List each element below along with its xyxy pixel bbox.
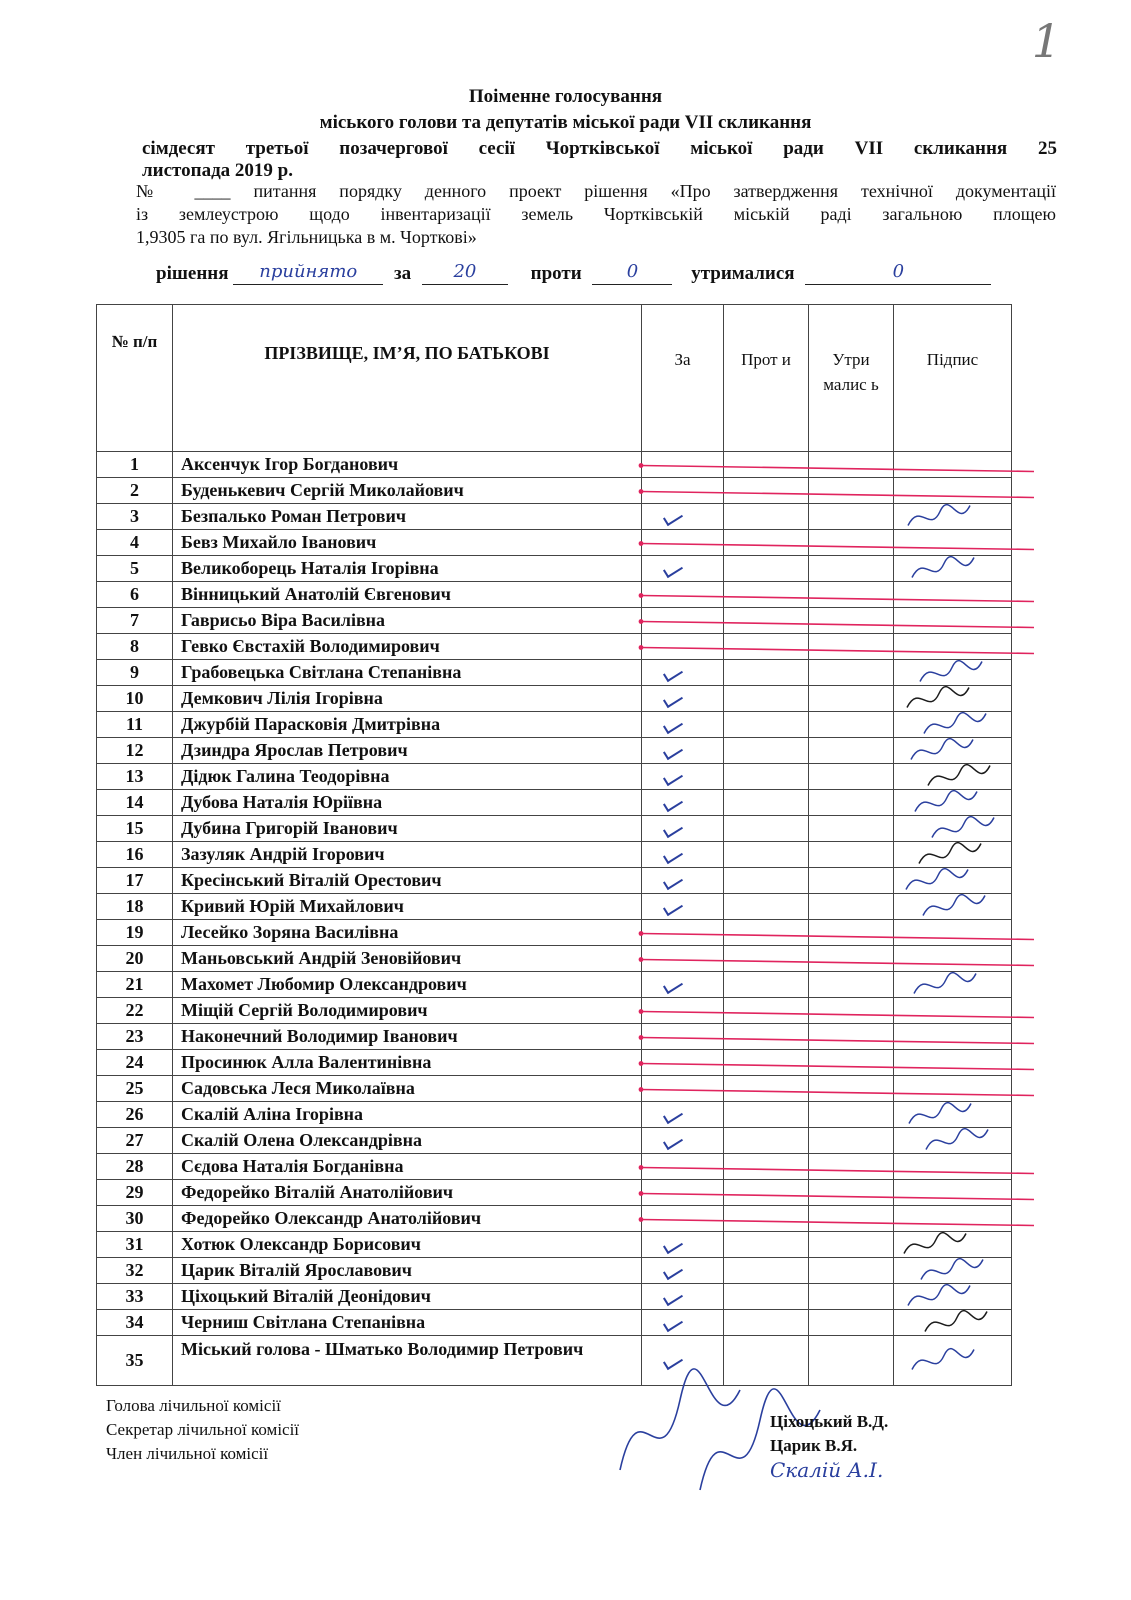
row-for-cell (642, 634, 724, 660)
row-for-cell (642, 868, 724, 894)
row-against-cell (724, 1258, 809, 1284)
checkmark-icon (662, 769, 682, 786)
row-number: 12 (97, 738, 173, 764)
table-row (97, 946, 1012, 972)
row-name: Безпалько Роман Петрович (173, 504, 642, 530)
row-number: 31 (97, 1232, 173, 1258)
table-row (97, 1336, 1012, 1386)
chair-name: Ціхоцький В.Д. (770, 1412, 889, 1431)
checkmark-icon (662, 1315, 682, 1332)
vote-table (96, 304, 1012, 1386)
row-signature-cell (894, 1050, 1012, 1076)
member-label: Член лічильної комісії (106, 1444, 269, 1463)
row-signature-cell (894, 842, 1012, 868)
row-abstained-cell (809, 1336, 894, 1386)
checkmark-icon (662, 1263, 682, 1280)
row-name: Грабовецька Світлана Степанівна (173, 660, 642, 686)
row-name: Скалій Олена Олександрівна (173, 1128, 642, 1154)
row-for-cell (642, 816, 724, 842)
table-row (97, 634, 1012, 660)
table-row (97, 894, 1012, 920)
row-name: Махомет Любомир Олександрович (173, 972, 642, 998)
row-signature-cell (894, 556, 1012, 582)
row-name: Гевко Євстахій Володимирович (173, 634, 642, 660)
table-row (97, 790, 1012, 816)
checkmark-icon (662, 873, 682, 890)
row-against-cell (724, 920, 809, 946)
row-signature-cell (894, 894, 1012, 920)
row-for-cell (642, 920, 724, 946)
row-number: 10 (97, 686, 173, 712)
row-number: 4 (97, 530, 173, 556)
table-row (97, 582, 1012, 608)
table-row (97, 1258, 1012, 1284)
row-signature-cell (894, 1154, 1012, 1180)
table-row (97, 1076, 1012, 1102)
table-row (97, 556, 1012, 582)
row-for-cell (642, 1180, 724, 1206)
row-number: 33 (97, 1284, 173, 1310)
row-abstained-cell (809, 1050, 894, 1076)
row-abstained-cell (809, 1154, 894, 1180)
table-row (97, 998, 1012, 1024)
table-row (97, 972, 1012, 998)
row-number: 27 (97, 1128, 173, 1154)
row-abstained-cell (809, 634, 894, 660)
table-row (97, 452, 1012, 478)
row-name: Федорейко Віталій Анатолійович (173, 1180, 642, 1206)
commission-names (770, 1410, 888, 1482)
table-row (97, 868, 1012, 894)
row-signature-cell (894, 478, 1012, 504)
row-abstained-cell (809, 452, 894, 478)
row-abstained-cell (809, 920, 894, 946)
row-for-cell (642, 712, 724, 738)
table-row (97, 1232, 1012, 1258)
row-for-cell (642, 582, 724, 608)
row-abstained-cell (809, 894, 894, 920)
row-against-cell (724, 504, 809, 530)
row-name: Буденькевич Сергій Миколайович (173, 478, 642, 504)
row-name: Хотюк Олександр Борисович (173, 1232, 642, 1258)
row-signature-cell (894, 998, 1012, 1024)
row-for-cell (642, 1310, 724, 1336)
row-number: 15 (97, 816, 173, 842)
row-against-cell (724, 1180, 809, 1206)
row-number: 7 (97, 608, 173, 634)
header-against: Прот и (724, 305, 809, 452)
row-number: 6 (97, 582, 173, 608)
row-signature-cell (894, 712, 1012, 738)
row-number: 1 (97, 452, 173, 478)
row-against-cell (724, 842, 809, 868)
chair-label: Голова лічильної комісії (106, 1396, 281, 1415)
table-row (97, 738, 1012, 764)
row-for-cell (642, 660, 724, 686)
checkmark-icon (662, 795, 682, 812)
row-abstained-cell (809, 1024, 894, 1050)
row-against-cell (724, 1154, 809, 1180)
row-signature-cell (894, 1336, 1012, 1386)
checkmark-icon (662, 899, 682, 916)
row-name: Сєдова Наталія Богданівна (173, 1154, 642, 1180)
row-for-cell (642, 1258, 724, 1284)
row-against-cell (724, 1310, 809, 1336)
row-against-cell (724, 530, 809, 556)
row-number: 18 (97, 894, 173, 920)
row-name: Черниш Світлана Степанівна (173, 1310, 642, 1336)
table-row (97, 530, 1012, 556)
row-signature-cell (894, 790, 1012, 816)
checkmark-icon (662, 821, 682, 838)
row-number: 21 (97, 972, 173, 998)
abstained-label: утрималися (691, 263, 795, 284)
decision-value: прийнято (233, 262, 383, 285)
row-signature-cell (894, 660, 1012, 686)
row-against-cell (724, 712, 809, 738)
row-signature-cell (894, 1310, 1012, 1336)
row-against-cell (724, 1284, 809, 1310)
table-row (97, 1284, 1012, 1310)
row-signature-cell (894, 686, 1012, 712)
row-for-cell (642, 946, 724, 972)
table-row (97, 1102, 1012, 1128)
row-against-cell (724, 894, 809, 920)
row-number: 9 (97, 660, 173, 686)
for-value: 20 (422, 262, 508, 285)
checkmark-icon (662, 691, 682, 708)
row-for-cell (642, 842, 724, 868)
row-against-cell (724, 556, 809, 582)
row-for-cell (642, 1102, 724, 1128)
row-against-cell (724, 634, 809, 660)
row-abstained-cell (809, 504, 894, 530)
table-row (97, 712, 1012, 738)
checkmark-icon (662, 665, 682, 682)
table-row (97, 660, 1012, 686)
session-line: сімдесят третьої позачергової сесії Чортківської міської ради VII скликання 25 (142, 138, 1057, 159)
checkmark-icon (662, 717, 682, 734)
row-abstained-cell (809, 816, 894, 842)
row-abstained-cell (809, 1102, 894, 1128)
row-name: Царик Віталій Ярославович (173, 1258, 642, 1284)
row-name: Зазуляк Андрій Ігорович (173, 842, 642, 868)
question-line-3: 1,9305 га по вул. Ягільницька в м. Чорткові» (136, 227, 477, 247)
row-number: 25 (97, 1076, 173, 1102)
row-abstained-cell (809, 1180, 894, 1206)
row-signature-cell (894, 738, 1012, 764)
document-subtitle: міського голови та депутатів міської ради VII скликання (319, 112, 812, 133)
member-name: Скалій А.І. (770, 1458, 884, 1482)
row-for-cell (642, 478, 724, 504)
table-row (97, 920, 1012, 946)
row-signature-cell (894, 1024, 1012, 1050)
row-number: 3 (97, 504, 173, 530)
against-value: 0 (592, 262, 672, 285)
row-number: 30 (97, 1206, 173, 1232)
row-abstained-cell (809, 530, 894, 556)
row-abstained-cell (809, 686, 894, 712)
row-name: Джурбій Парасковія Дмитрівна (173, 712, 642, 738)
row-against-cell (724, 1336, 809, 1386)
row-abstained-cell (809, 842, 894, 868)
row-for-cell (642, 452, 724, 478)
row-name: Наконечний Володимир Іванович (173, 1024, 642, 1050)
row-abstained-cell (809, 972, 894, 998)
checkmark-icon (662, 509, 682, 526)
row-name: Бевз Михайло Іванович (173, 530, 642, 556)
row-abstained-cell (809, 1076, 894, 1102)
row-name: Лесейко Зоряна Василівна (173, 920, 642, 946)
row-signature-cell (894, 582, 1012, 608)
against-label: проти (530, 263, 582, 284)
row-against-cell (724, 478, 809, 504)
table-row (97, 1206, 1012, 1232)
row-against-cell (724, 582, 809, 608)
document-title: Поіменне голосування (468, 86, 663, 107)
row-name: Міщій Сергій Володимирович (173, 998, 642, 1024)
row-for-cell (642, 1284, 724, 1310)
table-row (97, 686, 1012, 712)
row-for-cell (642, 608, 724, 634)
row-abstained-cell (809, 1310, 894, 1336)
row-against-cell (724, 946, 809, 972)
table-row (97, 1310, 1012, 1336)
row-signature-cell (894, 920, 1012, 946)
row-signature-cell (894, 816, 1012, 842)
row-abstained-cell (809, 582, 894, 608)
row-abstained-cell (809, 1128, 894, 1154)
row-signature-cell (894, 946, 1012, 972)
row-number: 13 (97, 764, 173, 790)
decision-line (156, 262, 1056, 285)
row-for-cell (642, 972, 724, 998)
row-against-cell (724, 1076, 809, 1102)
row-abstained-cell (809, 608, 894, 634)
row-number: 2 (97, 478, 173, 504)
header-number: № п/п (97, 305, 173, 452)
row-number: 16 (97, 842, 173, 868)
row-abstained-cell (809, 868, 894, 894)
row-for-cell (642, 556, 724, 582)
row-number: 35 (97, 1336, 173, 1386)
row-signature-cell (894, 868, 1012, 894)
row-number: 17 (97, 868, 173, 894)
row-against-cell (724, 686, 809, 712)
row-signature-cell (894, 1206, 1012, 1232)
row-signature-cell (894, 608, 1012, 634)
row-abstained-cell (809, 1258, 894, 1284)
table-row (97, 1128, 1012, 1154)
row-abstained-cell (809, 1284, 894, 1310)
row-signature-cell (894, 1076, 1012, 1102)
row-abstained-cell (809, 556, 894, 582)
row-signature-cell (894, 1258, 1012, 1284)
row-abstained-cell (809, 1232, 894, 1258)
row-against-cell (724, 1024, 809, 1050)
header-for: За (642, 305, 724, 452)
row-against-cell (724, 1050, 809, 1076)
checkmark-icon (662, 1107, 682, 1124)
row-number: 28 (97, 1154, 173, 1180)
table-row (97, 842, 1012, 868)
row-against-cell (724, 660, 809, 686)
row-name: Міський голова - Шматько Володимир Петрович (173, 1336, 642, 1386)
row-number: 22 (97, 998, 173, 1024)
table-row (97, 1050, 1012, 1076)
row-name: Вінницький Анатолій Євгенович (173, 582, 642, 608)
row-number: 19 (97, 920, 173, 946)
row-name: Кривий Юрій Михайлович (173, 894, 642, 920)
row-for-cell (642, 530, 724, 556)
table-row (97, 816, 1012, 842)
row-name: Дубина Григорій Іванович (173, 816, 642, 842)
row-for-cell (642, 790, 724, 816)
row-for-cell (642, 1024, 724, 1050)
row-abstained-cell (809, 790, 894, 816)
row-name: Дідюк Галина Теодорівна (173, 764, 642, 790)
row-abstained-cell (809, 738, 894, 764)
row-against-cell (724, 972, 809, 998)
row-number: 11 (97, 712, 173, 738)
row-against-cell (724, 738, 809, 764)
header-abstained: Утри малис ь (809, 305, 894, 452)
row-signature-cell (894, 1284, 1012, 1310)
checkmark-icon (662, 1133, 682, 1150)
row-abstained-cell (809, 764, 894, 790)
table-row (97, 608, 1012, 634)
header-name: ПРІЗВИЩЕ, ІМ’Я, ПО БАТЬКОВІ (173, 305, 642, 452)
table-row (97, 1180, 1012, 1206)
row-name: Дзиндра Ярослав Петрович (173, 738, 642, 764)
row-against-cell (724, 608, 809, 634)
row-signature-cell (894, 1180, 1012, 1206)
row-signature-cell (894, 764, 1012, 790)
checkmark-icon (662, 561, 682, 578)
row-name: Федорейко Олександр Анатолійович (173, 1206, 642, 1232)
row-for-cell (642, 738, 724, 764)
row-for-cell (642, 1050, 724, 1076)
row-for-cell (642, 504, 724, 530)
row-for-cell (642, 1206, 724, 1232)
row-for-cell (642, 1154, 724, 1180)
row-number: 20 (97, 946, 173, 972)
row-against-cell (724, 868, 809, 894)
row-signature-cell (894, 1102, 1012, 1128)
row-number: 14 (97, 790, 173, 816)
row-signature-cell (894, 1128, 1012, 1154)
row-number: 8 (97, 634, 173, 660)
checkmark-icon (662, 1237, 682, 1254)
row-name: Демкович Лілія Ігорівна (173, 686, 642, 712)
row-for-cell (642, 1076, 724, 1102)
question-line-2: із землеустрою щодо інвентаризації земель Чортківській міській раді загальною площею (136, 204, 1056, 224)
table-row (97, 478, 1012, 504)
row-name: Скалій Аліна Ігорівна (173, 1102, 642, 1128)
checkmark-icon (662, 1353, 682, 1370)
row-signature-cell (894, 634, 1012, 660)
row-name: Просинюк Алла Валентинівна (173, 1050, 642, 1076)
abstained-value: 0 (805, 262, 991, 285)
row-for-cell (642, 1128, 724, 1154)
row-name: Аксенчук Ігор Богданович (173, 452, 642, 478)
row-against-cell (724, 790, 809, 816)
row-against-cell (724, 452, 809, 478)
row-abstained-cell (809, 712, 894, 738)
row-name: Маньовський Андрій Зеновійович (173, 946, 642, 972)
row-number: 23 (97, 1024, 173, 1050)
row-against-cell (724, 1206, 809, 1232)
row-number: 26 (97, 1102, 173, 1128)
row-number: 29 (97, 1180, 173, 1206)
row-for-cell (642, 894, 724, 920)
row-against-cell (724, 1102, 809, 1128)
commission-labels (106, 1394, 299, 1466)
row-for-cell (642, 1232, 724, 1258)
checkmark-icon (662, 1289, 682, 1306)
checkmark-icon (662, 847, 682, 864)
row-signature-cell (894, 530, 1012, 556)
row-name: Дубова Наталія Юріївна (173, 790, 642, 816)
header-signature: Підпис (894, 305, 1012, 452)
row-signature-cell (894, 504, 1012, 530)
row-against-cell (724, 764, 809, 790)
row-for-cell (642, 998, 724, 1024)
row-signature-cell (894, 1232, 1012, 1258)
row-for-cell (642, 1336, 724, 1386)
row-number: 24 (97, 1050, 173, 1076)
row-name: Ціхоцький Віталій Деонідович (173, 1284, 642, 1310)
row-against-cell (724, 1128, 809, 1154)
row-abstained-cell (809, 478, 894, 504)
row-against-cell (724, 998, 809, 1024)
secretary-name: Царик В.Я. (770, 1436, 858, 1455)
row-name: Кресінський Віталій Орестович (173, 868, 642, 894)
checkmark-icon (662, 743, 682, 760)
row-name: Гаврисьо Віра Василівна (173, 608, 642, 634)
page-number: 1 (1031, 14, 1061, 68)
table-row (97, 1154, 1012, 1180)
row-abstained-cell (809, 946, 894, 972)
session-date: листопада 2019 р. (142, 160, 293, 181)
row-name: Садовська Леся Миколаївна (173, 1076, 642, 1102)
row-against-cell (724, 1232, 809, 1258)
for-label: за (394, 263, 412, 284)
table-row (97, 764, 1012, 790)
checkmark-icon (662, 977, 682, 994)
row-for-cell (642, 764, 724, 790)
row-number: 32 (97, 1258, 173, 1284)
row-name: Великоборець Наталія Ігорівна (173, 556, 642, 582)
table-row (97, 504, 1012, 530)
decision-label: рішення (156, 263, 229, 284)
row-abstained-cell (809, 660, 894, 686)
row-abstained-cell (809, 1206, 894, 1232)
secretary-label: Секретар лічильної комісії (106, 1420, 300, 1439)
row-for-cell (642, 686, 724, 712)
row-against-cell (724, 816, 809, 842)
row-number: 5 (97, 556, 173, 582)
table-row (97, 1024, 1012, 1050)
row-signature-cell (894, 452, 1012, 478)
row-abstained-cell (809, 998, 894, 1024)
question-line-1: № ____ питання порядку денного проект рішення «Про затвердження технічної документації (136, 181, 1056, 201)
row-signature-cell (894, 972, 1012, 998)
row-number: 34 (97, 1310, 173, 1336)
